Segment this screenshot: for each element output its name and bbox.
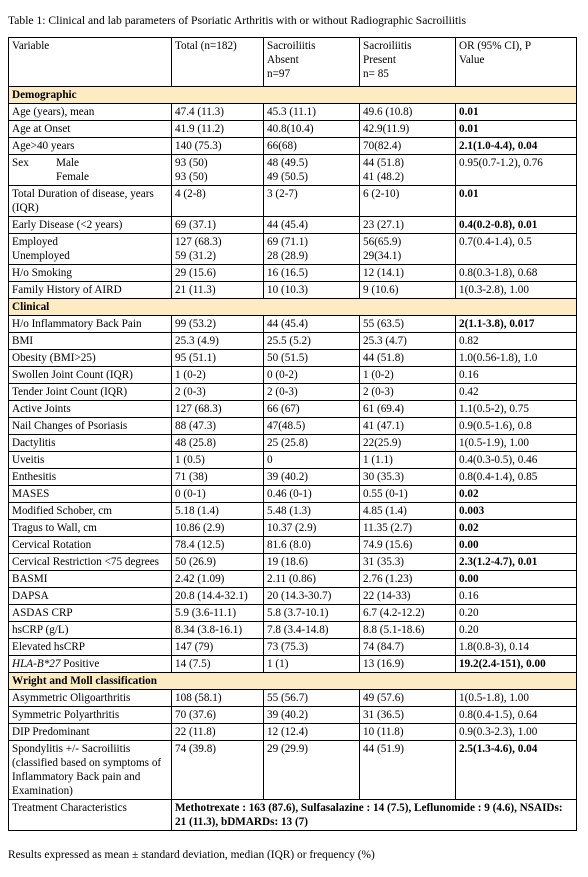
cell-or: 1(0.5-1.8), 1.00 (456, 690, 577, 707)
cell-absent: 66(68) (264, 138, 360, 155)
cell-present: 11.35 (2.7) (360, 520, 456, 537)
cell-present: 4.85 (1.4) (360, 503, 456, 520)
header-absent-line: Sacroiliitis (267, 40, 316, 52)
table-row (9, 217, 577, 234)
cell-total: 147 (79) (172, 639, 264, 656)
cell-total: 71 (38) (172, 469, 264, 486)
cell-total: 47.4 (11.3) (172, 104, 264, 121)
cell-or: 0.00 (456, 571, 577, 588)
sex-label: Sex (12, 157, 29, 169)
cell-present: 23 (27.1) (360, 217, 456, 234)
cell-absent: 44 (45.4) (264, 316, 360, 333)
cell-variable: Tragus to Wall, cm (9, 520, 172, 537)
cell-variable: Enthesitis (9, 469, 172, 486)
cell-line: 56(65.9) (363, 236, 402, 248)
cell-absent: 2.11 (0.86) (264, 571, 360, 588)
cell-total (172, 155, 264, 186)
cell-present: 9 (10.6) (360, 282, 456, 299)
cell-variable: Obesity (BMI>25) (9, 350, 172, 367)
cell-present: 6 (2-10) (360, 186, 456, 217)
header-present-line: Sacroiliitis (363, 40, 412, 52)
cell-total: 5.18 (1.4) (172, 503, 264, 520)
sex-male-label: Male (56, 157, 79, 169)
cell-present: 2 (0-3) (360, 384, 456, 401)
table-row (9, 350, 577, 367)
cell-variable: Treatment Characteristics (9, 800, 172, 831)
cell-line: 59 (31.2) (175, 250, 217, 262)
section-wright (9, 673, 577, 690)
cell-variable: Spondylitis +/- Sacroiliitis (classified based on symptoms of Inflammatory Back pain and Examination) (9, 741, 172, 800)
header-variable: Variable (9, 38, 172, 87)
cell-variable: hsCRP (g/L) (9, 622, 172, 639)
cell-variable (9, 234, 172, 265)
cell-present: 6.7 (4.2-12.2) (360, 605, 456, 622)
cell-present: 44 (51.9) (360, 741, 456, 800)
table-row (9, 265, 577, 282)
cell-total: 4 (2-8) (172, 186, 264, 217)
table-row (9, 537, 577, 554)
cell-total: 95 (51.1) (172, 350, 264, 367)
cell-or: 1(0.3-2.8), 1.00 (456, 282, 577, 299)
table-row (9, 121, 577, 138)
cell-present: 10 (11.8) (360, 724, 456, 741)
header-absent (264, 38, 360, 87)
sex-female-label: Female (56, 171, 89, 183)
cell-present: 12 (14.1) (360, 265, 456, 282)
cell-present: 44 (51.8) (360, 350, 456, 367)
cell-total: 48 (25.8) (172, 435, 264, 452)
table-row-hla (9, 656, 577, 673)
table-row (9, 639, 577, 656)
cell-variable: MASES (9, 486, 172, 503)
cell-total: 14 (7.5) (172, 656, 264, 673)
cell-or: 2.1(1.0-4.4), 0.04 (456, 138, 577, 155)
cell-line: 93 (50) (175, 171, 208, 183)
cell-variable: Age>40 years (9, 138, 172, 155)
cell-absent: 0 (0-2) (264, 367, 360, 384)
cell-or: 0.16 (456, 588, 577, 605)
cell-or: 0.95(0.7-1.2), 0.76 (456, 155, 577, 186)
cell-or: 0.8(0.4-1.4), 0.85 (456, 469, 577, 486)
header-present (360, 38, 456, 87)
cell-variable: Age (years), mean (9, 104, 172, 121)
table-row (9, 452, 577, 469)
cell-or: 0.20 (456, 622, 577, 639)
cell-present: 0.55 (0-1) (360, 486, 456, 503)
cell-present: 61 (69.4) (360, 401, 456, 418)
hla-italic-label: HLA-B*27 (12, 658, 61, 670)
cell-absent: 25.5 (5.2) (264, 333, 360, 350)
cell-total: 69 (37.1) (172, 217, 264, 234)
cell-total: 70 (37.6) (172, 707, 264, 724)
cell-variable: Dactylitis (9, 435, 172, 452)
cell-variable: Uveitis (9, 452, 172, 469)
cell-variable: Active Joints (9, 401, 172, 418)
table-row (9, 503, 577, 520)
header-or-line: OR (95% CI), P (459, 40, 532, 52)
table-row (9, 384, 577, 401)
cell-present: 42.9(11.9) (360, 121, 456, 138)
cell-present: 30 (35.3) (360, 469, 456, 486)
cell-present (360, 234, 456, 265)
cell-absent: 3 (2-7) (264, 186, 360, 217)
cell-total: 2 (0-3) (172, 384, 264, 401)
cell-absent: 5.48 (1.3) (264, 503, 360, 520)
cell-total: 99 (53.2) (172, 316, 264, 333)
cell-variable: Elevated hsCRP (9, 639, 172, 656)
cell-present: 1 (1.1) (360, 452, 456, 469)
cell-or: 0.4(0.3-0.5), 0.46 (456, 452, 577, 469)
cell-total: 127 (68.3) (172, 401, 264, 418)
cell-present: 41 (47.1) (360, 418, 456, 435)
cell-absent: 20 (14.3-30.7) (264, 588, 360, 605)
cell-variable: Swollen Joint Count (IQR) (9, 367, 172, 384)
cell-variable: DAPSA (9, 588, 172, 605)
cell-total: 5.9 (3.6-11.1) (172, 605, 264, 622)
cell-absent: 40.8(10.4) (264, 121, 360, 138)
cell-total: 50 (26.9) (172, 554, 264, 571)
cell-or: 0.8(0.3-1.8), 0.68 (456, 265, 577, 282)
cell-or: 0.16 (456, 367, 577, 384)
cell-variable: Symmetric Polyarthritis (9, 707, 172, 724)
cell-total: 74 (39.8) (172, 741, 264, 800)
table-row-sex (9, 155, 577, 186)
section-demographic (9, 87, 577, 104)
section-label: Demographic (9, 87, 577, 104)
cell-or: 0.20 (456, 605, 577, 622)
cell-present: 13 (16.9) (360, 656, 456, 673)
cell-variable (9, 155, 172, 186)
cell-absent: 73 (75.3) (264, 639, 360, 656)
header-absent-line: n=97 (267, 68, 291, 80)
cell-absent: 16 (16.5) (264, 265, 360, 282)
cell-variable: Cervical Rotation (9, 537, 172, 554)
table-row (9, 186, 577, 217)
header-or (456, 38, 577, 87)
table-row (9, 138, 577, 155)
table-row (9, 486, 577, 503)
cell-present: 31 (35.3) (360, 554, 456, 571)
header-absent-line: Absent (267, 54, 299, 66)
cell-variable: ASDAS CRP (9, 605, 172, 622)
cell-present: 74 (84.7) (360, 639, 456, 656)
table-row (9, 707, 577, 724)
cell-line: Employed (12, 236, 58, 248)
table-row (9, 690, 577, 707)
cell-present: 25.3 (4.7) (360, 333, 456, 350)
header-present-line: Present (363, 54, 396, 66)
table-row (9, 316, 577, 333)
cell-variable: H/o Smoking (9, 265, 172, 282)
table-row (9, 520, 577, 537)
section-label: Wright and Moll classification (9, 673, 577, 690)
table-row (9, 571, 577, 588)
table-row (9, 724, 577, 741)
cell-line: 29(34.1) (363, 250, 402, 262)
cell-present (360, 155, 456, 186)
cell-line: Unemployed (12, 250, 70, 262)
cell-line: 44 (51.8) (363, 157, 405, 169)
cell-total: 108 (58.1) (172, 690, 264, 707)
cell-present: 22 (14-33) (360, 588, 456, 605)
cell-or: 0.01 (456, 121, 577, 138)
cell-total: 25.3 (4.9) (172, 333, 264, 350)
cell-or: 1.1(0.5-2), 0.75 (456, 401, 577, 418)
cell-or: 0.9(0.3-2.3), 1.00 (456, 724, 577, 741)
cell-total: 2.42 (1.09) (172, 571, 264, 588)
cell-or: 2(1.1-3.8), 0.017 (456, 316, 577, 333)
cell-line: 49 (50.5) (267, 171, 309, 183)
cell-absent: 19 (18.6) (264, 554, 360, 571)
cell-or: 2.5(1.3-4.6), 0.04 (456, 741, 577, 800)
cell-or: 0.8(0.4-1.5), 0.64 (456, 707, 577, 724)
header-total: Total (n=182) (172, 38, 264, 87)
cell-absent: 66 (67) (264, 401, 360, 418)
cell-absent: 44 (45.4) (264, 217, 360, 234)
header-row (9, 38, 577, 87)
cell-absent: 29 (29.9) (264, 741, 360, 800)
cell-or: 0.4(0.2-0.8), 0.01 (456, 217, 577, 234)
cell-variable: Cervical Restriction <75 degrees (9, 554, 172, 571)
cell-total: 8.34 (3.8-16.1) (172, 622, 264, 639)
cell-total (172, 234, 264, 265)
cell-total: 1 (0.5) (172, 452, 264, 469)
cell-variable: Asymmetric Oligoarthritis (9, 690, 172, 707)
cell-variable: Age at Onset (9, 121, 172, 138)
cell-present: 2.76 (1.23) (360, 571, 456, 588)
cell-or: 0.7(0.4-1.4), 0.5 (456, 234, 577, 265)
cell-total: 20.8 (14.4-32.1) (172, 588, 264, 605)
table-row (9, 554, 577, 571)
cell-total: 29 (15.6) (172, 265, 264, 282)
table-row-employment (9, 234, 577, 265)
cell-total: 41.9 (11.2) (172, 121, 264, 138)
table-row-treatment (9, 800, 577, 831)
cell-total: 140 (75.3) (172, 138, 264, 155)
cell-or: 0.42 (456, 384, 577, 401)
table-row (9, 367, 577, 384)
cell-or: 0.02 (456, 486, 577, 503)
cell-absent: 0 (264, 452, 360, 469)
cell-absent: 47(48.5) (264, 418, 360, 435)
table-row (9, 622, 577, 639)
cell-or: 0.02 (456, 520, 577, 537)
cell-variable (9, 656, 172, 673)
hla-rest-label: Positive (60, 658, 100, 670)
cell-present: 22(25.9) (360, 435, 456, 452)
cell-absent: 10 (10.3) (264, 282, 360, 299)
cell-total: 78.4 (12.5) (172, 537, 264, 554)
cell-variable: BASMI (9, 571, 172, 588)
cell-present: 74.9 (15.6) (360, 537, 456, 554)
cell-present: 1 (0-2) (360, 367, 456, 384)
cell-or: 19.2(2.4-151), 0.00 (456, 656, 577, 673)
cell-or: 2.3(1.2-4.7), 0.01 (456, 554, 577, 571)
cell-variable: Nail Changes of Psoriasis (9, 418, 172, 435)
cell-variable: Tender Joint Count (IQR) (9, 384, 172, 401)
cell-absent: 55 (56.7) (264, 690, 360, 707)
cell-or: 1.0(0.56-1.8), 1.0 (456, 350, 577, 367)
cell-present: 49.6 (10.8) (360, 104, 456, 121)
cell-absent: 45.3 (11.1) (264, 104, 360, 121)
cell-line: 93 (50) (175, 157, 208, 169)
cell-or: 0.9(0.5-1.6), 0.8 (456, 418, 577, 435)
cell-variable: BMI (9, 333, 172, 350)
cell-present: 31 (36.5) (360, 707, 456, 724)
table-row (9, 282, 577, 299)
cell-variable: Total Duration of disease, years (IQR) (9, 186, 172, 217)
cell-absent (264, 234, 360, 265)
cell-variable: H/o Inflammatory Back Pain (9, 316, 172, 333)
table-row (9, 469, 577, 486)
cell-total: 22 (11.8) (172, 724, 264, 741)
cell-variable: Family History of AIRD (9, 282, 172, 299)
cell-variable: Early Disease (<2 years) (9, 217, 172, 234)
cell-present: 49 (57.6) (360, 690, 456, 707)
cell-absent (264, 155, 360, 186)
cell-absent: 50 (51.5) (264, 350, 360, 367)
cell-total: 0 (0-1) (172, 486, 264, 503)
section-clinical (9, 299, 577, 316)
table-row (9, 741, 577, 800)
cell-present: 55 (63.5) (360, 316, 456, 333)
cell-present: 8.8 (5.1-18.6) (360, 622, 456, 639)
cell-or: 0.01 (456, 104, 577, 121)
cell-absent: 39 (40.2) (264, 707, 360, 724)
table-row (9, 104, 577, 121)
header-present-line: n= 85 (363, 68, 389, 80)
cell-absent: 10.37 (2.9) (264, 520, 360, 537)
cell-absent: 7.8 (3.4-14.8) (264, 622, 360, 639)
cell-or: 0.00 (456, 537, 577, 554)
cell-total: 88 (47.3) (172, 418, 264, 435)
cell-absent: 12 (12.4) (264, 724, 360, 741)
table-row (9, 333, 577, 350)
cell-variable: DIP Predominant (9, 724, 172, 741)
cell-line: 28 (28.9) (267, 250, 309, 262)
cell-total: 10.86 (2.9) (172, 520, 264, 537)
cell-absent: 0.46 (0-1) (264, 486, 360, 503)
cell-line: 48 (49.5) (267, 157, 309, 169)
cell-line: 41 (48.2) (363, 171, 405, 183)
cell-absent: 5.8 (3.7-10.1) (264, 605, 360, 622)
cell-absent: 25 (25.8) (264, 435, 360, 452)
table-row (9, 418, 577, 435)
cell-present: 70(82.4) (360, 138, 456, 155)
cell-or: 0.82 (456, 333, 577, 350)
table-row (9, 588, 577, 605)
cell-total: 21 (11.3) (172, 282, 264, 299)
cell-or: 1(0.5-1.9), 1.00 (456, 435, 577, 452)
cell-or: 0.003 (456, 503, 577, 520)
cell-absent: 1 (1) (264, 656, 360, 673)
clinical-parameters-table (8, 37, 577, 831)
cell-total: 1 (0-2) (172, 367, 264, 384)
table-row (9, 435, 577, 452)
table-row (9, 401, 577, 418)
cell-absent: 81.6 (8.0) (264, 537, 360, 554)
table-row (9, 605, 577, 622)
cell-or: 1.8(0.8-3), 0.14 (456, 639, 577, 656)
cell-treatment: Methotrexate : 163 (87.6), Sulfasalazine : 14 (7.5), Leflunomide : 9 (4.6), NSAIDs: 21 (11.3), bDMARDs: 13 (7) (172, 800, 577, 831)
cell-absent: 39 (40.2) (264, 469, 360, 486)
table-title: Table 1: Clinical and lab parameters of Psoriatic Arthritis with or without Radiographic Sacroiliitis (8, 14, 467, 27)
table-footnote: Results expressed as mean ± standard deviation, median (IQR) or frequency (%) (8, 849, 375, 861)
cell-line: 69 (71.1) (267, 236, 309, 248)
section-label: Clinical (9, 299, 577, 316)
cell-absent: 2 (0-3) (264, 384, 360, 401)
header-or-line: Value (459, 54, 485, 66)
cell-variable: Modified Schober, cm (9, 503, 172, 520)
cell-or: 0.01 (456, 186, 577, 217)
cell-line: 127 (68.3) (175, 236, 222, 248)
